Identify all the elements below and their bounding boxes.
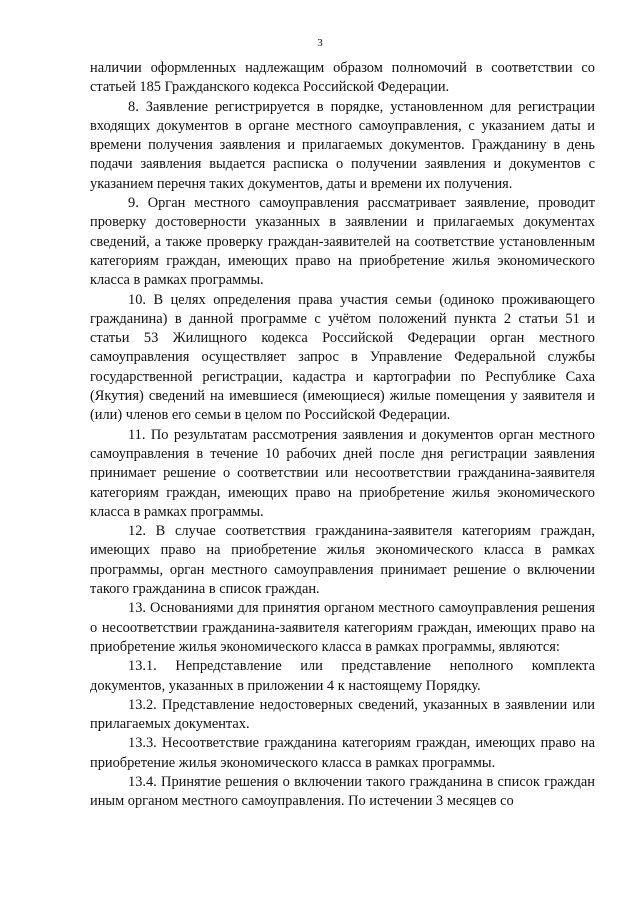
paragraph-12: 12. В случае соответствия гражданина-заявителя категориям граждан, имеющих право на приобретение жилья экономического класса в рамках программы, орган местного самоуправления принимает решение о включении такого гражданина в список граждан. [90,523,595,598]
paragraph-10: 10. В целях определения права участия семьи (одиноко проживающего гражданина) в данной программе с учётом положений пункта 2 статьи 51 и статьи 53 Жилищного кодекса Российской Федерации орган местного самоуправления осуществляет запрос в Управление Федеральной службы государственной регистрации, кадастра и картографии по Республике Саха (Якутия) сведений на имевшиеся (имеющиеся) жилые помещения у заявителя и (или) членов его семьи в целом по Российской Федерации. [90,291,595,424]
paragraph-13-2: 13.2. Представление недостоверных сведений, указанных в заявлении или прилагаемых документах. [90,696,595,733]
page-number: 3 [317,37,323,49]
paragraph-13-4: 13.4. Принятие решения о включении такого гражданина в список граждан иным органом местного самоуправления. По истечении 3 месяцев со [90,773,595,810]
paragraph-13-3: 13.3. Несоответствие гражданина категориям граждан, имеющих право на приобретение жилья экономического класса в рамках программы. [90,735,595,771]
paragraph-11: 11. По результатам рассмотрения заявления и документов орган местного самоуправления в течение 10 рабочих дней после дня регистрации заявления принимает решение о соответствии или несоответствии гражданина-заявителя категориям граждан, имеющих право на приобретение жилья экономического класса в рамках программы. [90,426,595,520]
paragraph-continuation: наличии оформленных надлежащим образом полномочий в соответствии со статьей 185 Гражданского кодекса Российской Федерации. [90,60,595,96]
paragraph-8: 8. Заявление регистрируется в порядке, установленном для регистрации входящих документов в органе местного самоуправления, с указанием даты и времени получения заявления и прилагаемых документов. Гражданину в день подачи заявления выдается расписка о получении заявления и документов с указанием перечня таких документов, даты и времени их получения. [90,98,595,192]
document-body [90,59,595,812]
paragraph-13: 13. Основаниями для принятия органом местного самоуправления решения о несоответствии гражданина-заявителя категориям граждан, имеющих право на приобретение жилья экономического класса в рамках программы, являются: [90,600,595,655]
paragraph-13-1: 13.1. Непредставление или представление неполного комплекта документов, указанных в приложении 4 к настоящему Порядку. [90,658,595,694]
paragraph-9: 9. Орган местного самоуправления рассматривает заявление, проводит проверку достоверности указанных в заявлении и прилагаемых документах сведений, а также проверку граждан-заявителей на соответствие установленным категориям граждан, имеющих право на приобретение жилья экономического класса в рамках программы. [90,195,595,289]
